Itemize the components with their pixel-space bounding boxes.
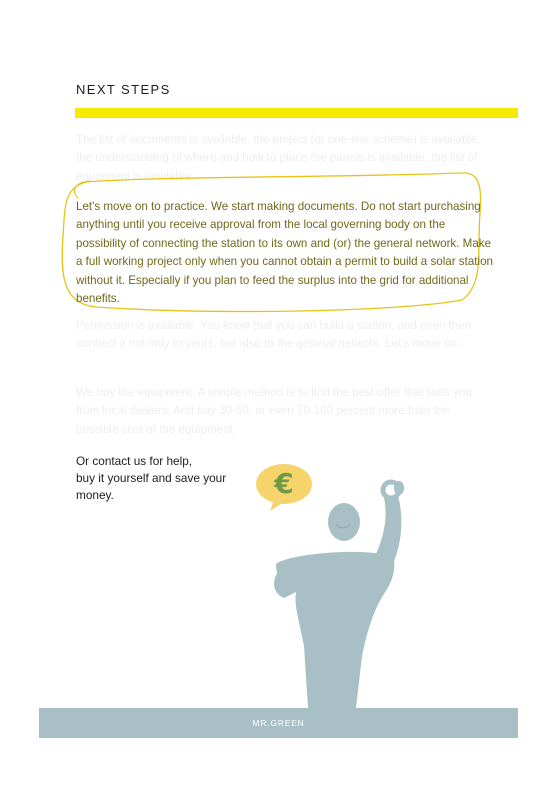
paragraph-buy-equipment: We buy the equipment. A simple method is to find the best offer that suits you from local dealers. And pay 30-50, or even 70-100 percent more than the possible cost of the equipment. [76, 386, 472, 436]
paragraph-documents-available: The list of documents is available, the project (or one-line scheme) is available, the understanding of where and how to place the panels is available, the list of equipment is available. [76, 133, 481, 183]
section-title: NEXT STEPS [76, 82, 171, 97]
cta-line-3: money. [76, 487, 114, 502]
footer-brand: MR.GREEN [252, 718, 305, 728]
euro-symbol: € [274, 467, 294, 500]
paragraph-practice-highlighted: Let's move on to practice. We start making documents. Do not start purchasing anything until you receive approval from the local governing body on the possibility of connecting the station to its own and (or) the general network. Make a full working project only when you cannot obtain a permit to build a solar station without it. Especially if you plan to feed the surplus into the grid for additional benefits. [76, 200, 493, 306]
paragraph-permission-available: Permission is available. You know that you can build a station, and even then connect it not only to yours, but also to the general network. Let's move on. [76, 319, 472, 351]
title-underline-bar [75, 108, 518, 118]
footer-bar [39, 708, 518, 738]
cta-line-1: Or contact us for help, [76, 454, 193, 468]
euro-thought-bubble-icon [256, 464, 312, 511]
person-figure [274, 481, 404, 708]
person-illustration [236, 456, 436, 718]
cta-line-2: buy it yourself and save your [76, 470, 227, 485]
